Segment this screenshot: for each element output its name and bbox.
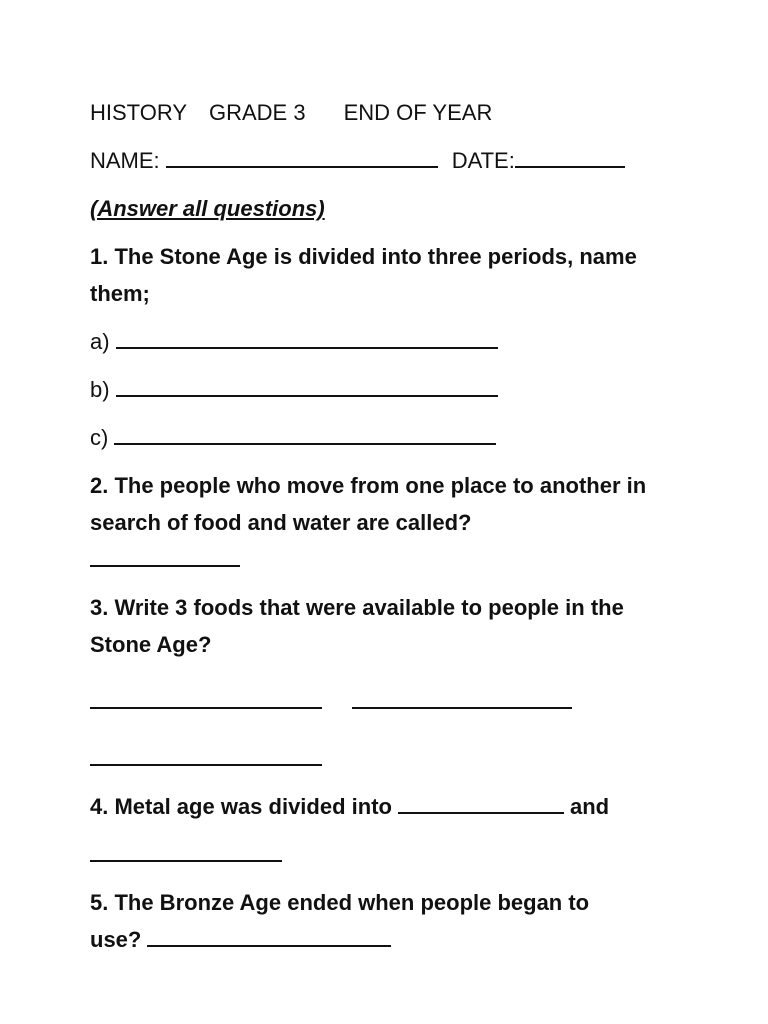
instructions: (Answer all questions) — [90, 196, 325, 221]
question-3-answer-row-1 — [90, 683, 768, 720]
term-label: END OF YEAR — [343, 100, 493, 125]
question-3-answer-row-2 — [90, 740, 768, 777]
question-1-option-b — [90, 371, 768, 408]
question-5-text-line1: 5. The Bronze Age ended when people began to — [90, 890, 590, 915]
date-blank[interactable] — [515, 144, 625, 168]
question-2-blank[interactable] — [90, 543, 240, 567]
question-1-text: 1. The Stone Age is divided into three periods, name them; — [90, 244, 637, 306]
option-b-label: b) — [90, 377, 110, 402]
name-date-line — [90, 142, 768, 179]
option-b-blank[interactable] — [116, 373, 498, 397]
question-4-answer-row — [90, 836, 768, 873]
question-4-blank-1[interactable] — [398, 790, 564, 814]
question-2-answer-row — [90, 541, 768, 578]
question-5-line2 — [90, 921, 680, 958]
name-blank[interactable] — [166, 144, 438, 168]
question-3-blank-1[interactable] — [90, 685, 322, 709]
question-4-blank-2[interactable] — [90, 838, 282, 862]
question-4-line — [90, 788, 680, 825]
subject-label: HISTORY — [90, 100, 187, 125]
option-a-blank[interactable] — [116, 325, 498, 349]
option-c-label: c) — [90, 425, 109, 450]
option-c-blank[interactable] — [114, 421, 496, 445]
question-4-text-after: and — [569, 794, 610, 819]
question-5-blank[interactable] — [147, 923, 391, 947]
question-5-text-line2: use? — [90, 927, 142, 952]
question-1-option-c — [90, 419, 768, 456]
header-title-line — [90, 94, 768, 131]
question-4-text-before: 4. Metal age was divided into — [90, 794, 392, 819]
date-label: DATE: — [451, 148, 515, 173]
grade-label: GRADE 3 — [209, 100, 306, 125]
question-2-text: 2. The people who move from one place to another in search of food and water are called? — [90, 473, 647, 535]
question-1-option-a — [90, 323, 768, 360]
question-3-blank-2[interactable] — [352, 685, 572, 709]
question-3-blank-3[interactable] — [90, 742, 322, 766]
option-a-label: a) — [90, 329, 110, 354]
question-3-text: 3. Write 3 foods that were available to people in the Stone Age? — [90, 595, 624, 657]
name-label: NAME: — [90, 148, 160, 173]
